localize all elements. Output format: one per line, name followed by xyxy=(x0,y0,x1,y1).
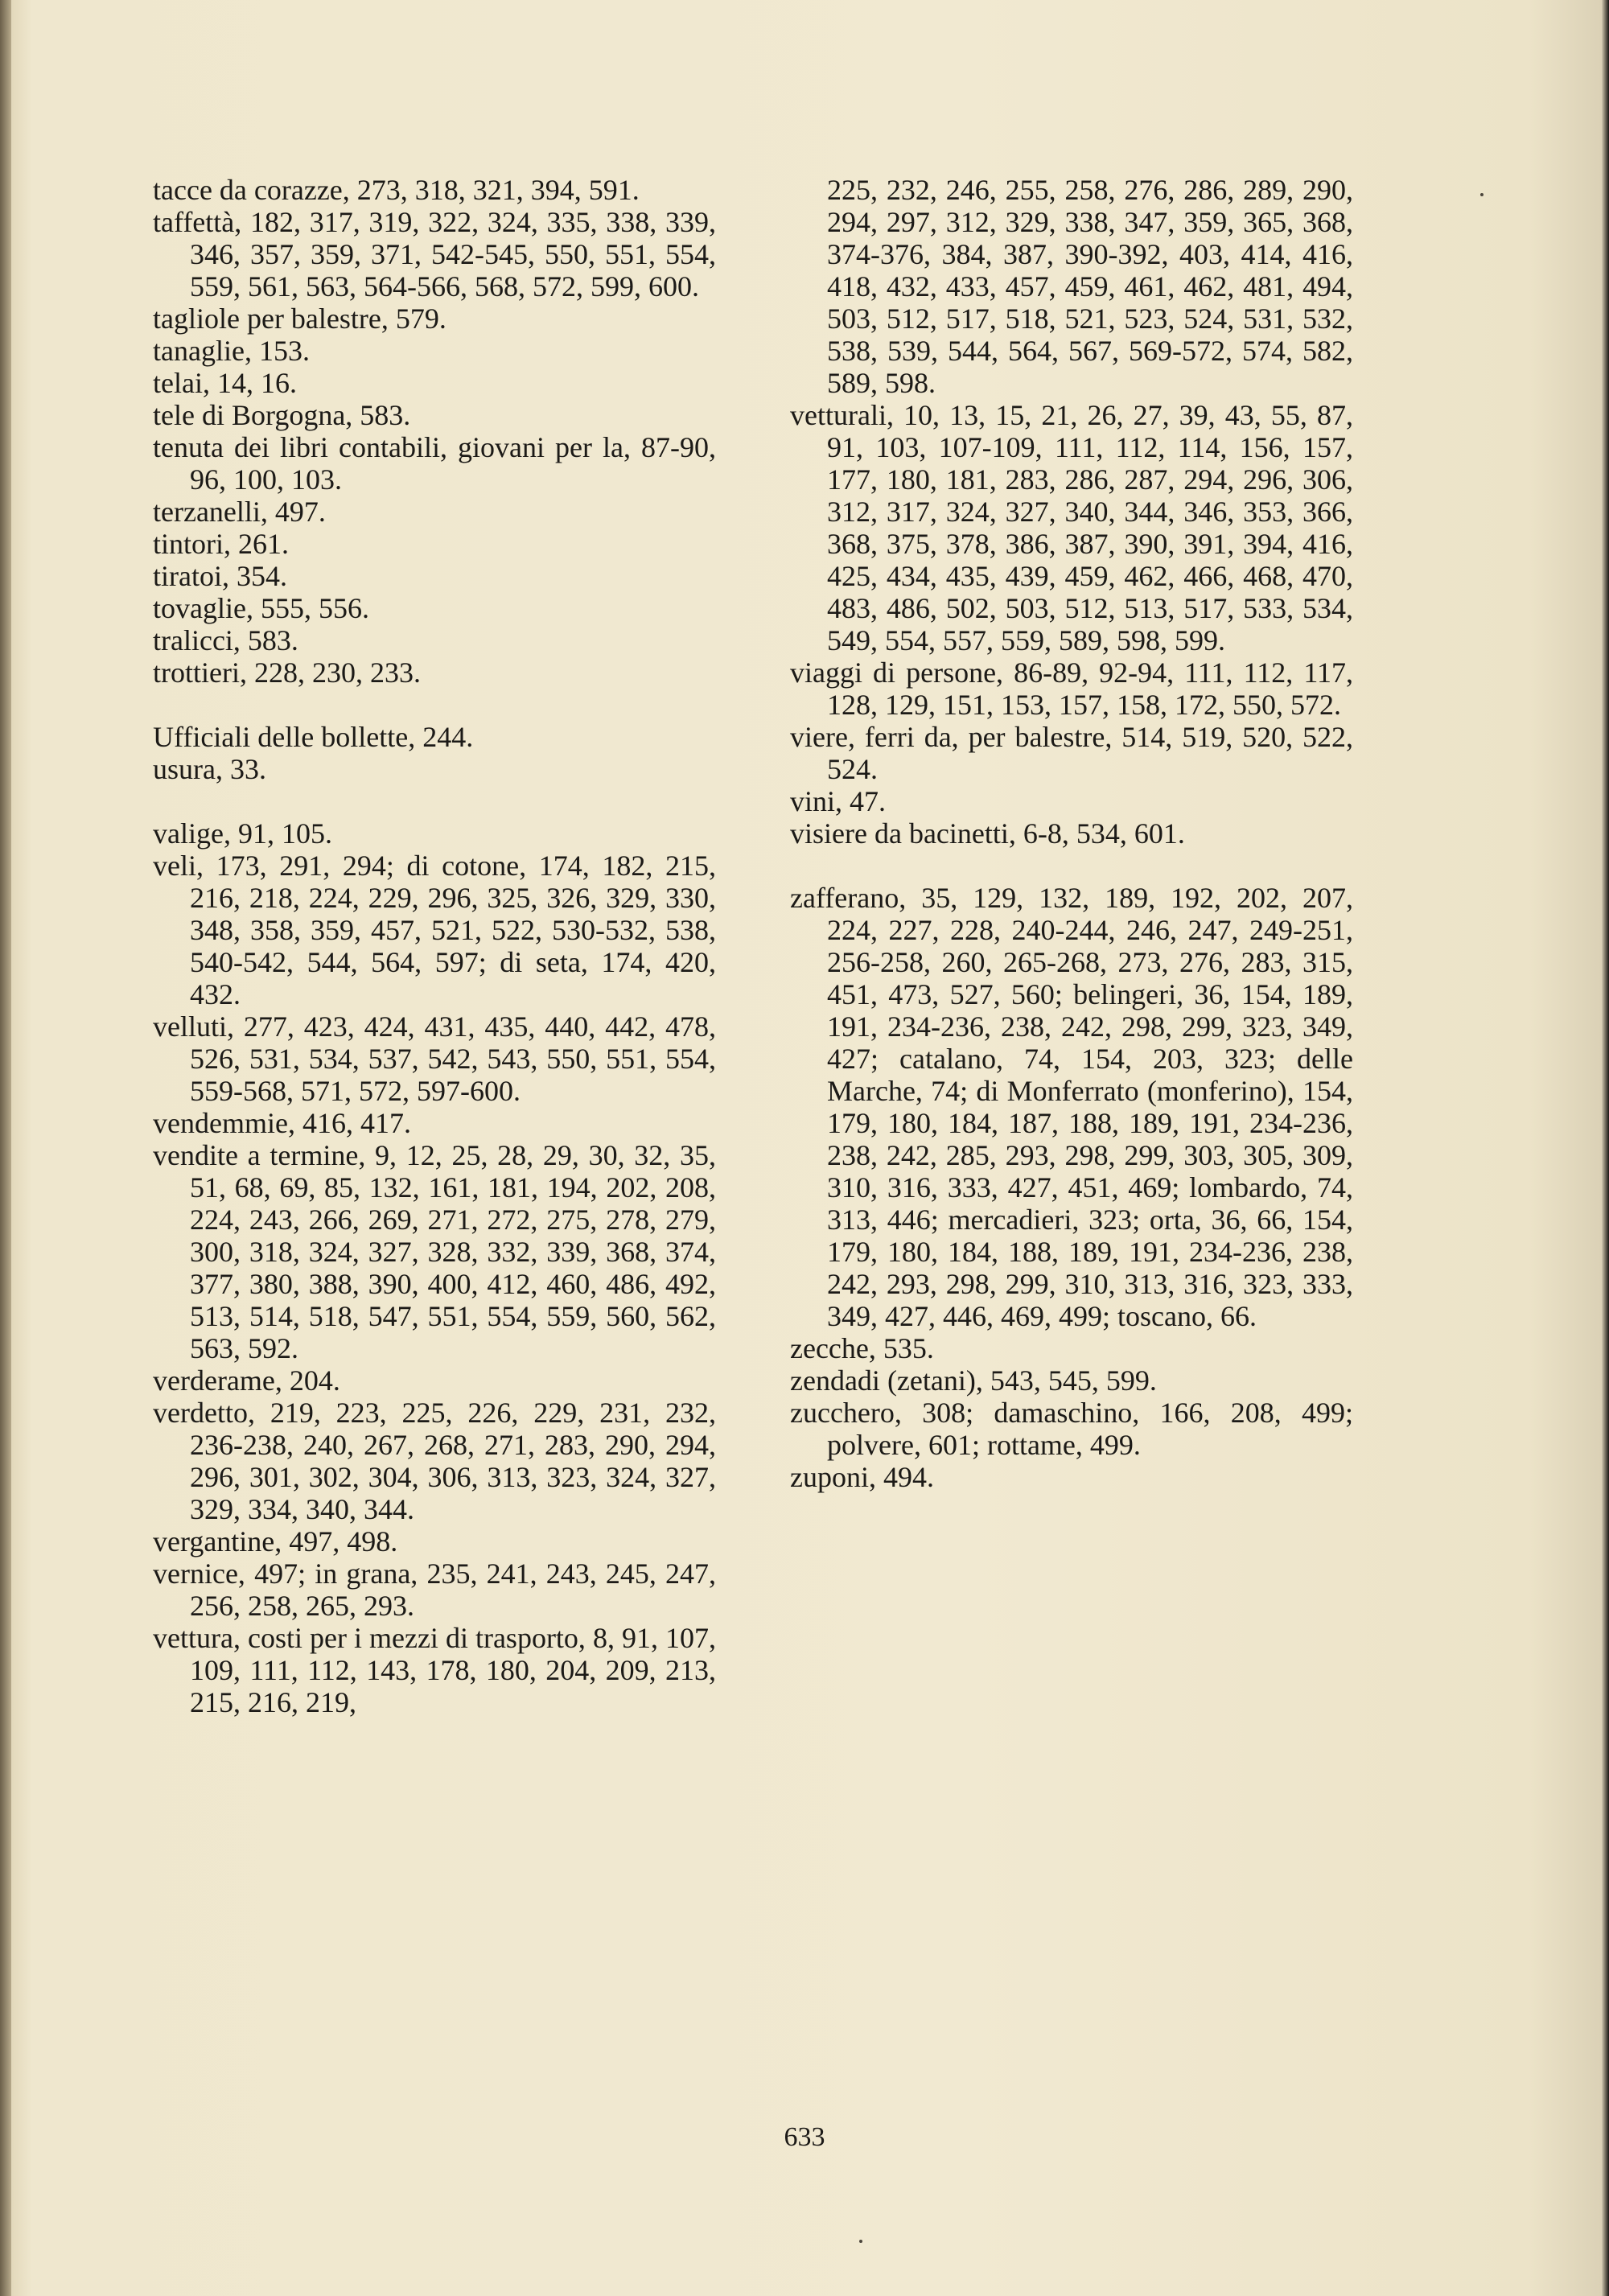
index-entry: tele di Borgogna, 583. xyxy=(153,399,411,431)
index-entry: zendadi (zetani), 543, 545, 599. xyxy=(790,1364,1157,1397)
letter-section-gap xyxy=(790,850,1353,882)
index-entry: velluti, 277, 423, 424, 431, 435, 440, 442, 478, 526, 531, 534, 537, 542, 543, 550, 551, 554, 559-568, 571, 572, 597-600. xyxy=(153,1010,716,1107)
index-entry: zuponi, 494. xyxy=(790,1461,934,1493)
index-entry: vergantine, 497, 498. xyxy=(153,1525,398,1557)
index-entry: trottieri, 228, 230, 233. xyxy=(153,656,421,689)
index-entry: taffettà, 182, 317, 319, 322, 324, 335, 338, 339, 346, 357, 359, 371, 542-545, 550, 551, 554, 559, 561, 563, 564-566, 568, 572, 599, 600. xyxy=(153,206,716,302)
index-column-left xyxy=(153,174,716,1718)
index-entry: usura, 33. xyxy=(153,753,266,785)
index-entry: 225, 232, 246, 255, 258, 276, 286, 289, 290, 294, 297, 312, 329, 338, 347, 359, 365, 368, 374-376, 384, 387, 390-392, 403, 414, 416, 418, 432, 433, 457, 459, 461, 462, 481, 494, 503, 512, 517, 518, 521, 523, 524, 531, 532, 538, 539, 544, 564, 567, 569-572, 574, 582, 589, 598. xyxy=(827,174,1353,399)
index-entry: zafferano, 35, 129, 132, 189, 192, 202, 207, 224, 227, 228, 240-244, 246, 247, 249-251, 256-258, 260, 265-268, 273, 276, 283, 315, 451, 473, 527, 560; belingeri, 36, 154, 189, 191, 234-236, 238, 242, 298, 299, 323, 349, 427; catalano, 74, 154, 203, 323; delle Marche, 74; di Monferrato (monferino), 154, 179, 180, 184, 187, 188, 189, 191, 234-236, 238, 242, 285, 293, 298, 299, 303, 305, 309, 310, 316, 333, 427, 451, 469; lombardo, 74, 313, 446; mercadieri, 323; orta, 36, 66, 154, 179, 180, 184, 188, 189, 191, 234-236, 238, 242, 293, 298, 299, 310, 313, 316, 323, 333, 349, 427, 446, 469, 499; toscano, 66. xyxy=(790,882,1353,1332)
index-entry: terzanelli, 497. xyxy=(153,496,326,528)
index-entry: verdetto, 219, 223, 225, 226, 229, 231, 232, 236-238, 240, 267, 268, 271, 283, 290, 294, 296, 301, 302, 304, 306, 313, 323, 324, 327, 329, 334, 340, 344. xyxy=(153,1397,716,1525)
letter-section-gap xyxy=(153,785,716,817)
letter-section-gap xyxy=(153,689,716,721)
index-entry: vetturali, 10, 13, 15, 21, 26, 27, 39, 43, 55, 87, 91, 103, 107-109, 111, 112, 114, 156, 157, 177, 180, 181, 283, 286, 287, 294, 296, 306, 312, 317, 324, 327, 340, 344, 346, 353, 366, 368, 375, 378, 386, 387, 390, 391, 394, 416, 425, 434, 435, 439, 459, 462, 466, 468, 470, 483, 486, 502, 503, 512, 513, 517, 533, 534, 549, 554, 557, 559, 589, 598, 599. xyxy=(790,399,1353,656)
index-entry: tovaglie, 555, 556. xyxy=(153,592,369,624)
page-number: 633 xyxy=(784,2122,825,2152)
index-entry: tintori, 261. xyxy=(153,528,289,560)
index-entry: tanaglie, 153. xyxy=(153,335,310,367)
index-entry: vendite a termine, 9, 12, 25, 28, 29, 30, 32, 35, 51, 68, 69, 85, 132, 161, 181, 194, 202, 208, 224, 243, 266, 269, 271, 272, 275, 278, 279, 300, 318, 324, 327, 328, 332, 339, 368, 374, 377, 380, 388, 390, 400, 412, 460, 486, 492, 513, 514, 518, 547, 551, 554, 559, 560, 562, 563, 592. xyxy=(153,1139,716,1364)
index-entry: valige, 91, 105. xyxy=(153,817,332,850)
index-entry: veli, 173, 291, 294; di cotone, 174, 182, 215, 216, 218, 224, 229, 296, 325, 326, 329, 330, 348, 358, 359, 457, 521, 522, 530-532, 538, 540-542, 544, 564, 597; di seta, 174, 420, 432. xyxy=(153,850,716,1010)
index-entry: tralicci, 583. xyxy=(153,624,298,656)
index-column-right xyxy=(790,174,1353,1493)
index-entry: zucchero, 308; damaschino, 166, 208, 499; polvere, 601; rottame, 499. xyxy=(790,1397,1353,1461)
book-binding-edge xyxy=(0,0,11,2296)
index-entry: telai, 14, 16. xyxy=(153,367,297,399)
index-entry: viere, ferri da, per balestre, 514, 519, 520, 522, 524. xyxy=(790,721,1353,785)
index-entry: vernice, 497; in grana, 235, 241, 243, 245, 247, 256, 258, 265, 293. xyxy=(153,1557,716,1622)
index-entry: Ufficiali delle bollette, 244. xyxy=(153,721,474,753)
paper-speck xyxy=(859,2240,862,2243)
index-entry: tacce da corazze, 273, 318, 321, 394, 591. xyxy=(153,174,640,206)
index-entry: tagliole per balestre, 579. xyxy=(153,302,446,335)
index-entry: tiratoi, 354. xyxy=(153,560,287,592)
paper-speck xyxy=(1480,193,1483,196)
index-entry: viaggi di persone, 86-89, 92-94, 111, 112, 117, 128, 129, 151, 153, 157, 158, 172, 550, 572. xyxy=(790,656,1353,721)
index-entry: zecche, 535. xyxy=(790,1332,934,1364)
index-entry: tenuta dei libri contabili, giovani per la, 87-90, 96, 100, 103. xyxy=(153,431,716,496)
index-entry: vendemmie, 416, 417. xyxy=(153,1107,411,1139)
index-entry: visiere da bacinetti, 6-8, 534, 601. xyxy=(790,817,1185,850)
index-entry: vini, 47. xyxy=(790,785,887,817)
index-entry: vettura, costi per i mezzi di trasporto, 8, 91, 107, 109, 111, 112, 143, 178, 180, 204, 209, 213, 215, 216, 219, xyxy=(153,1622,716,1718)
index-entry: verderame, 204. xyxy=(153,1364,340,1397)
page-right-edge xyxy=(1601,0,1609,2296)
